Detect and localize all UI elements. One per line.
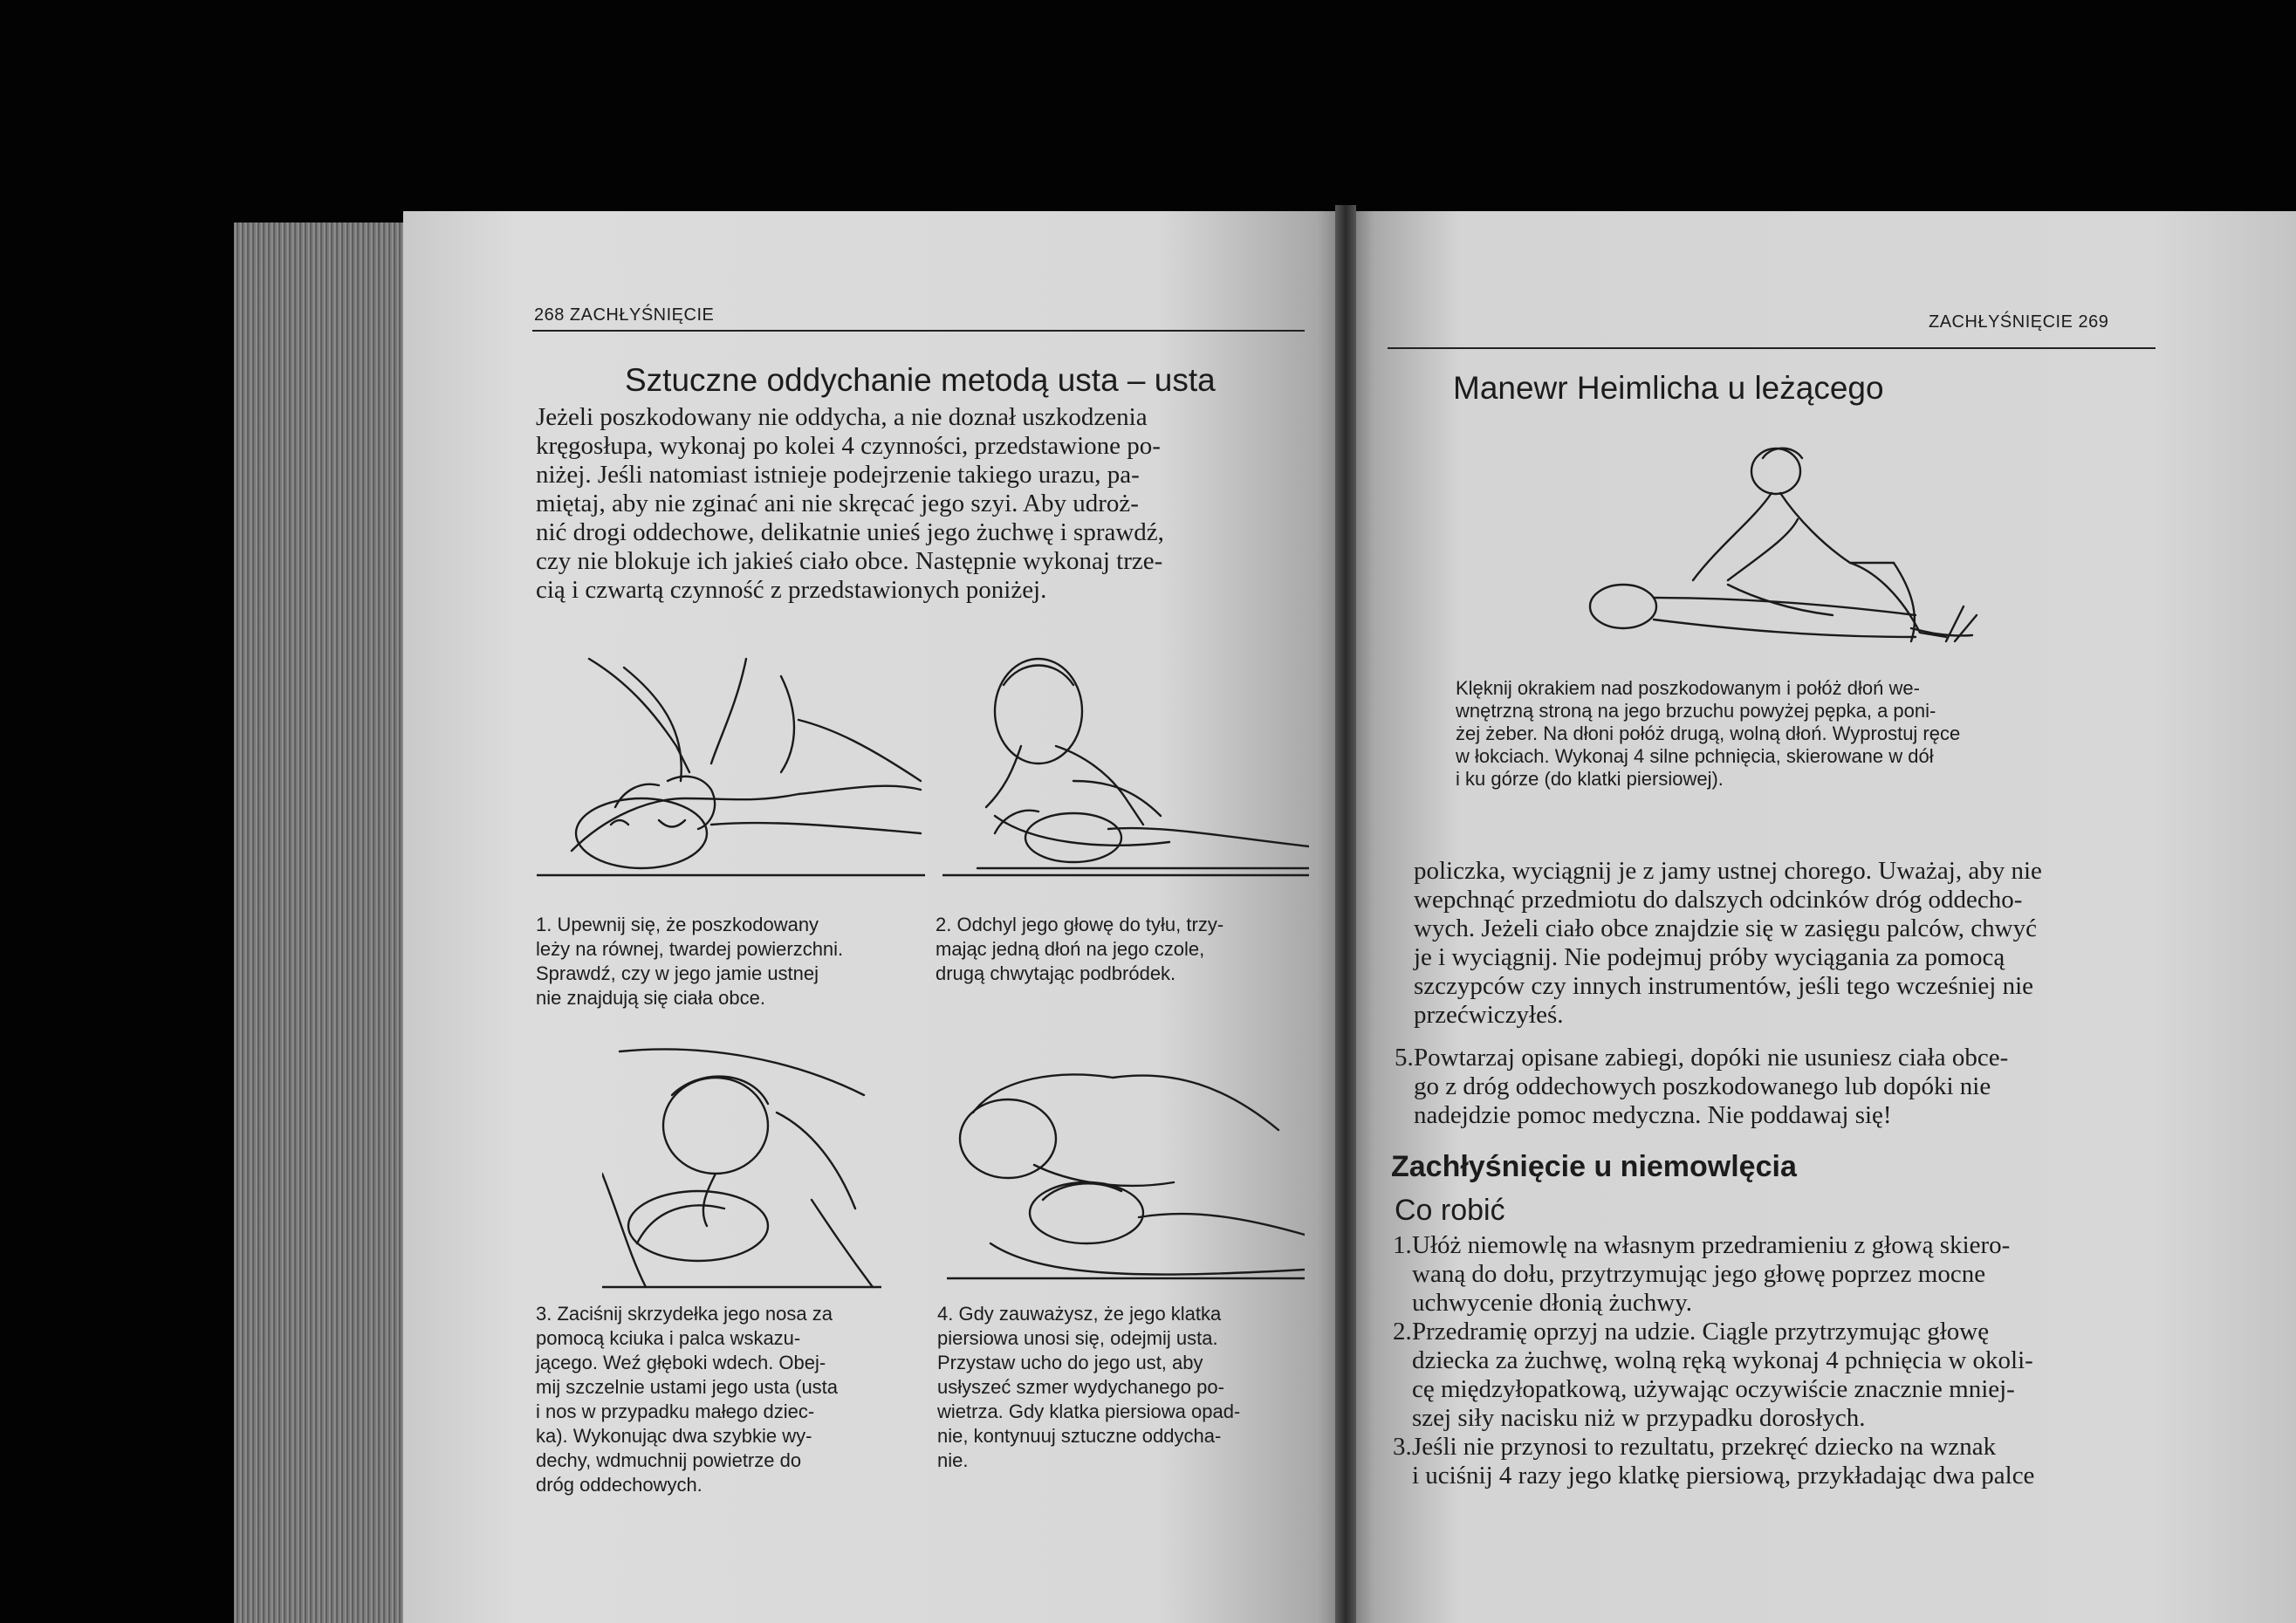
- continued-paragraph: [1414, 857, 2164, 1030]
- step-3-caption: [536, 1302, 911, 1497]
- caption-line: nie znajdują się ciała obce.: [536, 987, 765, 1009]
- intro-line: Jeżeli poszkodowany nie oddycha, a nie doznał uszkodzenia: [536, 403, 1148, 431]
- body-line: dziecka za żuchwę, wolną ręką wykonaj 4 pchnięcia w okoli-: [1412, 1346, 2033, 1374]
- right-header-rule: [1388, 347, 2155, 349]
- illustration-step-2: [942, 650, 1309, 881]
- caption-line: Przystaw ucho do jego ust, aby: [937, 1352, 1203, 1373]
- body-line: szczypców czy innych instrumentów, jeśli tego wcześniej nie: [1414, 972, 2034, 1000]
- left-page-title: Sztuczne oddychanie metodą usta – usta: [625, 362, 1216, 398]
- step-1-caption: [536, 913, 911, 1010]
- caption-line: 1. Upewnij się, że poszkodowany: [536, 914, 819, 935]
- book-spine: [1335, 205, 1356, 1623]
- caption-line: nie.: [937, 1449, 969, 1471]
- point-5: [1395, 1044, 2164, 1130]
- list-number: 1.: [1393, 1231, 1412, 1259]
- illustration-step-3: [602, 1043, 881, 1291]
- subheading: Co robić: [1395, 1194, 1505, 1227]
- caption-line: 4. Gdy zauważysz, że jego klatka: [937, 1303, 1222, 1325]
- section-heading: Zachłyśnięcie u niemowlęcia: [1391, 1150, 1797, 1183]
- body-line: Powtarzaj opisane zabiegi, dopóki nie usuniesz ciała obce-: [1414, 1044, 2009, 1072]
- caption-line: Sprawdź, czy w jego jamie ustnej: [536, 962, 819, 984]
- caption-line: piersiowa unosi się, odejmij usta.: [937, 1327, 1218, 1349]
- caption-line: usłyszeć szmer wydychanego po-: [937, 1376, 1224, 1398]
- caption-line: wietrza. Gdy klatka piersiowa opad-: [937, 1400, 1241, 1422]
- body-line: szej siły nacisku niż w przypadku dorosłych.: [1412, 1404, 1866, 1432]
- book-page-edges: [234, 223, 408, 1623]
- intro-line: nić drogi oddechowe, delikatnie unieś jego żuchwę i sprawdź,: [536, 518, 1164, 546]
- body-line: Ułóż niemowlę na własnym przedramieniu z głową skiero-: [1412, 1231, 2011, 1259]
- body-line: nadejdzie pomoc medyczna. Nie poddawaj się!: [1414, 1101, 1892, 1129]
- step-2-caption: [936, 913, 1311, 986]
- body-line: waną do dołu, przytrzymując jego głowę poprzez mocne: [1412, 1260, 1986, 1288]
- caption-line: w łokciach. Wykonaj 4 silne pchnięcia, skierowane w dół: [1456, 745, 1934, 767]
- left-page-header: 268 ZACHŁYŚNIĘCIE: [534, 305, 715, 325]
- illustration-step-1: [537, 650, 925, 881]
- caption-line: dróg oddechowych.: [536, 1474, 703, 1496]
- intro-line: kręgosłupa, wykonaj po kolei 4 czynności, przedstawione po-: [536, 432, 1161, 460]
- caption-line: pomocą kciuka i palca wskazu-: [536, 1327, 801, 1349]
- right-page-header: ZACHŁYŚNIĘCIE 269: [1929, 312, 2109, 332]
- step-4-caption: [937, 1302, 1321, 1473]
- infant-steps-list: [1393, 1231, 2162, 1490]
- body-line: Przedramię oprzyj na udzie. Ciągle przytrzymując głowę: [1412, 1318, 1990, 1346]
- intro-line: czy nie blokuje ich jakieś ciało obce. Następnie wykonaj trze-: [536, 547, 1163, 575]
- right-page-title: Manewr Heimlicha u leżącego: [1453, 370, 1884, 406]
- intro-line: cią i czwartą czynność z przedstawionych poniżej.: [536, 576, 1047, 604]
- caption-line: wnętrzną stroną na jego brzuchu powyżej pępka, a poni-: [1456, 700, 1936, 722]
- caption-line: mij szczelnie ustami jego usta (usta: [536, 1376, 839, 1398]
- caption-line: i ku górze (do klatki piersiowej).: [1456, 768, 1724, 790]
- caption-line: drugą chwytając podbródek.: [936, 962, 1176, 984]
- heimlich-caption: [1456, 677, 2084, 791]
- body-line: wych. Jeżeli ciało obce znajdzie się w zasięgu palców, chwyć: [1414, 914, 2037, 942]
- left-header-rule: [532, 330, 1305, 332]
- point-5-number: 5.: [1395, 1044, 1414, 1072]
- body-line: je i wyciągnij. Nie podejmuj próby wyciągania za pomocą: [1414, 943, 2005, 971]
- caption-line: nie, kontynuuj sztuczne oddycha-: [937, 1425, 1222, 1447]
- body-line: policzka, wyciągnij je z jamy ustnej chorego. Uważaj, aby nie: [1414, 857, 2042, 885]
- body-line: wepchnąć przedmiotu do dalszych odcinków dróg oddecho-: [1414, 886, 2023, 914]
- body-line: go z dróg oddechowych poszkodowanego lub dopóki nie: [1414, 1072, 1991, 1100]
- illustration-heimlich: [1562, 441, 1981, 654]
- caption-line: dechy, wdmuchnij powietrze do: [536, 1449, 802, 1471]
- body-line: uchwycenie dłonią żuchwy.: [1412, 1289, 1693, 1317]
- body-line: przećwiczyłeś.: [1414, 1001, 1564, 1029]
- body-line: cę międzyłopatkową, używając oczywiście znacznie mniej-: [1412, 1375, 2015, 1403]
- body-line: i uciśnij 4 razy jego klatkę piersiową, przykładając dwa palce: [1412, 1462, 2035, 1489]
- caption-line: mając jedną dłoń na jego czole,: [936, 938, 1205, 960]
- body-line: Jeśli nie przynosi to rezultatu, przekręć dziecko na wznak: [1412, 1433, 1997, 1461]
- caption-line: leży na równej, twardej powierzchni.: [536, 938, 844, 960]
- intro-line: niżej. Jeśli natomiast istnieje podejrzenie takiego urazu, pa-: [536, 461, 1140, 489]
- caption-line: Klęknij okrakiem nad poszkodowanym i połóż dłoń we-: [1456, 677, 1920, 699]
- caption-line: i nos w przypadku małego dziec-: [536, 1400, 815, 1422]
- intro-line: miętaj, aby nie zginać ani nie skręcać jego szyi. Aby udroż-: [536, 490, 1139, 517]
- caption-line: ka). Wykonując dwa szybkie wy-: [536, 1425, 812, 1447]
- caption-line: żej żeber. Na dłoni połóż drugą, wolną dłoń. Wyprostuj ręce: [1456, 722, 1961, 744]
- left-intro-paragraph: [536, 403, 1321, 605]
- list-number: 3.: [1393, 1433, 1412, 1461]
- caption-line: jącego. Weź głęboki wdech. Obej-: [536, 1352, 826, 1373]
- caption-line: 2. Odchyl jego głowę do tyłu, trzy-: [936, 914, 1224, 935]
- list-number: 2.: [1393, 1318, 1412, 1346]
- caption-line: 3. Zaciśnij skrzydełka jego nosa za: [536, 1303, 833, 1325]
- illustration-step-4: [947, 1043, 1305, 1287]
